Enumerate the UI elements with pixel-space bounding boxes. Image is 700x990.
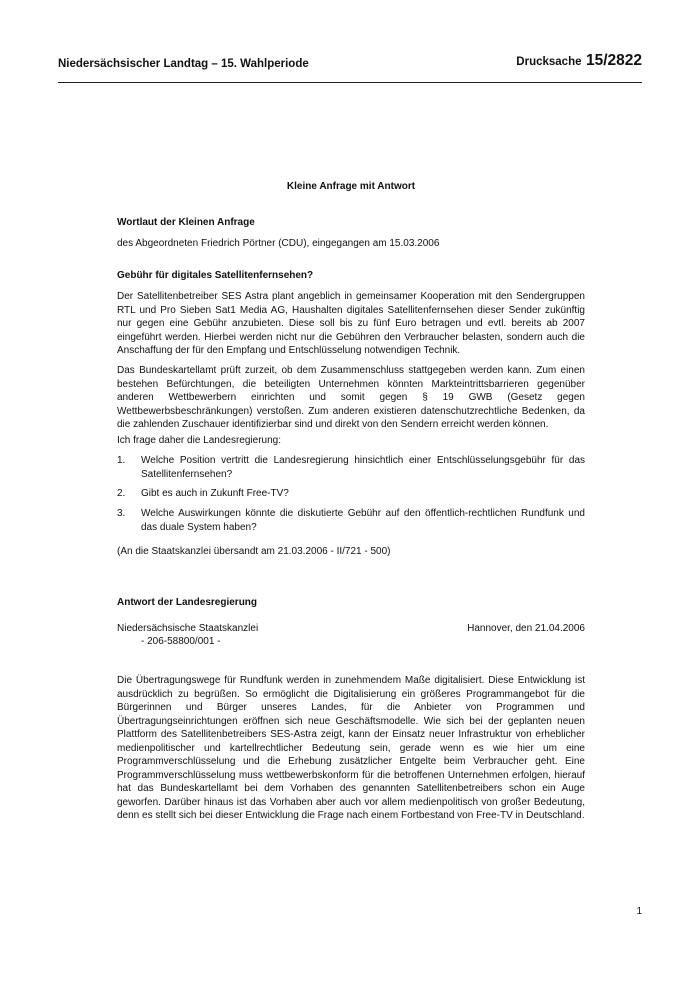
drucksache-text: Drucksache (516, 56, 582, 68)
anfrage-paragraph-2: Das Bundeskartellamt prüft zurzeit, ob dem Zusammenschluss stattgegeben werden kann. Zum einen bestehen Befürchtungen, die beteiligten Unternehmen könnten Markteintrittsbarrieren gegenüber anderen Wettbewerbern einrichten und somit gegen § 19 GWB (Gesetz gegen Wettbewerbsbeschränkungen) verstoßen. Zum anderen existieren datenschutzrechtliche Bedenken, da die zahlenden Zuschauer identifizierbar sind und direkt von den Sendern erreicht werden können. (117, 365, 585, 430)
drucksache-number: 15/2822 (585, 52, 642, 69)
question-1-text: Welche Position vertritt die Landesregierung hinsichtlich einer Entschlüsselungsgebühr für das Satellitenfernsehen? (141, 455, 585, 480)
question-intro: Ich frage daher die Landesregierung: (117, 435, 282, 446)
question-3-text: Welche Auswirkungen könnte die diskutierte Gebühr auf den öffentlich-rechtlichen Rundfunk und das duale System haben? (141, 508, 585, 533)
page-header (58, 52, 642, 74)
question-1-number: 1. (117, 455, 126, 466)
anfrage-paragraph-1: Der Satellitenbetreiber SES Astra plant angeblich in gemeinsamer Kooperation mit den Sendergruppen RTL und Pro Sieben Sat1 Media AG, Haushalten digitales Satellitenfernsehen dieser Sender zukünftig nur gegen eine Gebühr anzubieten. Diese soll bis zu fünf Euro betragen und evtl. bereits ab 2007 eingeführt werden. Hierbei werden nicht nur die Gebühren den Verbraucher belasten, sondern auch die Anschaffung der für den Empfang und Entschlüsselung notwendigen Technik. (117, 291, 585, 356)
header-divider (58, 82, 642, 83)
drucksache-label (516, 52, 642, 70)
page-number: 1 (636, 906, 642, 917)
antwort-reference: - 206-58800/001 - (141, 636, 221, 647)
antwort-heading: Antwort der Landesregierung (117, 597, 258, 608)
antwort-place-date: Hannover, den 21.04.2006 (467, 623, 585, 634)
antwort-paragraph-1: Die Übertragungswege für Rundfunk werden in zunehmendem Maße digitalisiert. Diese Entwicklung ist ausdrücklich zu begrüßen. So ermöglicht die Digitalisierung ein größeres Programmangebot für die Bürgerinnen und Bürger unseres Landes, für die Anbieter von Programmen und Übertragungseinrichtungen eröffnen sich neue Geschäftsmodelle. Wie sich bei der geplanten neuen Plattform des Satellitenbetreibers SES-Astra zeigt, kann der Einsatz neuer Infrastruktur von erheblicher medienpolitischer und kartellrechtlicher Bedeutung sein, gerade wenn es wie hier um eine Programmverschlüsselung und die Erhebung zusätzlicher Entgelte beim Verbraucher geht. Eine Programmverschlüsselung muss wettbewerbskonform für die betroffenen Unternehmen erfolgen, hierauf hat das Bundeskartellamt bei dem Vorhaben des genannten Satellitenbetreibers schon ein Auge geworfen. Darüber hinaus ist das Vorhaben aber auch vor allem medienpolitisch von großer Bedeutung, denn es stellt sich bei dieser Entwicklung die Frage nach einem Fortbestand von Free-TV in Deutschland. (117, 675, 585, 821)
anfrage-author-line: des Abgeordneten Friedrich Pörtner (CDU), eingegangen am 15.03.2006 (117, 238, 440, 249)
antwort-sender: Niedersächsische Staatskanzlei (117, 623, 259, 634)
anfrage-subject: Gebühr für digitales Satellitenfernsehen? (117, 270, 314, 281)
document-title: Kleine Anfrage mit Antwort (286, 181, 416, 192)
forwarded-note: (An die Staatskanzlei übersandt am 21.03.2006 - II/721 - 500) (117, 546, 391, 557)
question-2-number: 2. (117, 488, 126, 499)
question-3-number: 3. (117, 508, 126, 519)
anfrage-heading: Wortlaut der Kleinen Anfrage (117, 217, 255, 228)
question-2-text: Gibt es auch in Zukunft Free-TV? (141, 488, 289, 499)
parliament-label: Niedersächsischer Landtag – 15. Wahlperiode (58, 58, 309, 70)
